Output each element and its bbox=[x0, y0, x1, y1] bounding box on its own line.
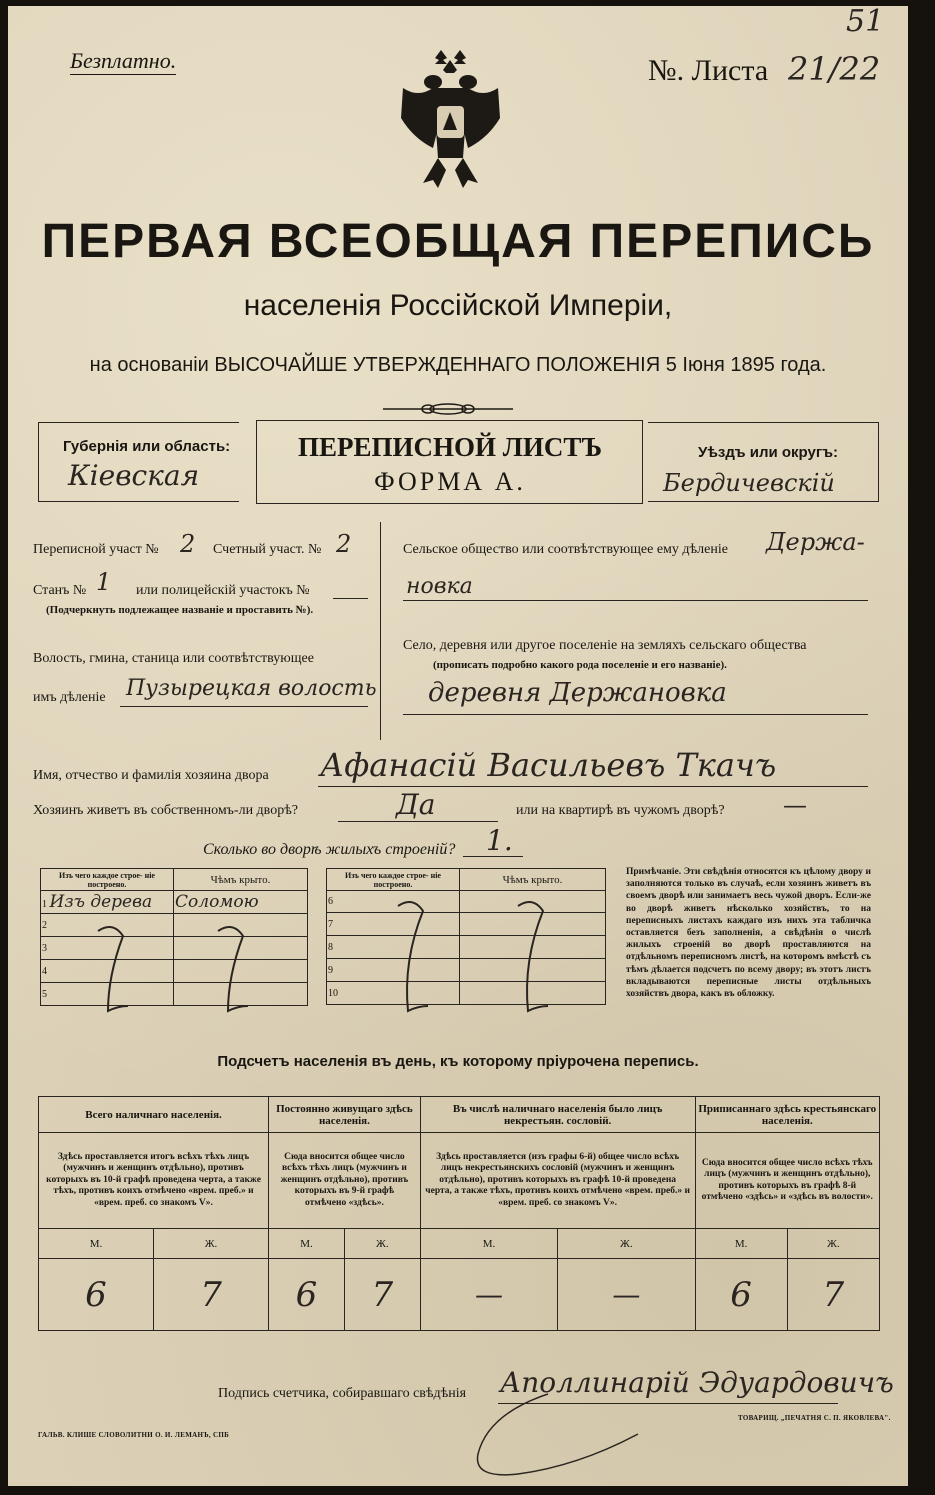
ornament-divider bbox=[383, 401, 513, 417]
table-row: 3 bbox=[41, 937, 174, 960]
sheet-number-label: №. Листа bbox=[648, 54, 769, 87]
count-title: Подсчетъ населенія въ день, къ которому пріурочена перепись. bbox=[217, 1053, 699, 1070]
col-built-header: Изъ чего каждое строе- ніе построено. bbox=[41, 869, 174, 891]
sex-m-header: М. bbox=[269, 1229, 345, 1259]
sex-f-header: Ж. bbox=[344, 1229, 420, 1259]
village-note: (прописать подробно какого рода поселеніе и его названіе). bbox=[433, 659, 727, 671]
signature-label: Подпись счетчика, собиравшаго свѣдѣнія bbox=[218, 1386, 467, 1401]
society-line bbox=[403, 600, 868, 601]
table-row: 10 bbox=[327, 982, 460, 1005]
uchastok-value: 2 bbox=[180, 530, 196, 558]
sheet-number-value: 21/22 bbox=[788, 50, 881, 88]
sex-f-header: Ж. bbox=[558, 1229, 695, 1259]
section-divider bbox=[380, 522, 381, 740]
count-cell: 6 bbox=[695, 1259, 787, 1331]
page-title: ПЕРВАЯ ВСЕОБЩАЯ ПЕРЕПИСЬ bbox=[41, 215, 875, 268]
gubernia-value: Кіевская bbox=[68, 459, 200, 492]
society-label: Сельское общество или соотвѣтствующее ему дѣленіе bbox=[403, 542, 728, 557]
table-row: 2 bbox=[41, 914, 174, 937]
apartment-label: или на квартирѣ въ чужомъ дворѣ? bbox=[516, 803, 725, 818]
table-row: 9 bbox=[327, 959, 460, 982]
imperial-eagle-icon bbox=[393, 48, 508, 198]
signature-value: Аполлинарій Эдуардовичъ bbox=[500, 1366, 894, 1399]
census-sheet bbox=[8, 6, 908, 1486]
printer-right: ТОВАРИЩ. „ПЕЧАТНЯ С. П. ЯКОВЛЕВА". bbox=[738, 1414, 891, 1422]
village-label: Село, деревня или другое поселеніе на земляхъ сельскаго общества bbox=[403, 638, 807, 653]
instruction-total: Здѣсь проставляется итогъ всѣхъ тѣхъ лицъ (мужчинъ и женщинъ отдѣльно), противъ которыхъ въ 10-й графѣ проведена черта, а также тѣхъ, противъ коихъ отмѣчено «врем. преб.» и «врем. преб. со знакомъ V». bbox=[39, 1133, 269, 1229]
sex-f-header: Ж. bbox=[787, 1229, 879, 1259]
table-row: 4 bbox=[41, 960, 174, 983]
table-row: 1 Изъ дерева bbox=[41, 891, 174, 914]
table-row: 6 bbox=[327, 891, 460, 913]
signature-flourish bbox=[458, 1386, 658, 1486]
count-cell: 6 bbox=[39, 1259, 154, 1331]
table-row: 7 bbox=[327, 913, 460, 936]
sex-m-header: М. bbox=[695, 1229, 787, 1259]
count-cell: 7 bbox=[154, 1259, 269, 1331]
note-text: Примѣчаніе. Эти свѣдѣнія относятся къ цѣлому двору и заполняются только въ случаѣ, если хозяинъ живетъ въ своемъ дворѣ или занимаетъ весь чужой дворъ. Если-же во дворѣ живетъ нѣсколько хозяйствъ, то на переписныхъ листахъ каждаго изъ нихъ эта табличка оставляется безъ заполненія, а свѣдѣнія о числѣ жилыхъ строеній во дворѣ проставляются на отдѣльномъ переписномъ листѣ, на которомъ вмѣстѣ съ тѣмъ дѣлается подсчетъ по всему двору; въ этотъ листъ вкладываются переписные листы отдѣльныхъ хозяйствъ двора, какъ въ обложку. bbox=[626, 867, 871, 1000]
police-line bbox=[333, 598, 368, 599]
buildings-value: 1. bbox=[486, 824, 513, 857]
village-value: деревня Держановка bbox=[428, 678, 727, 708]
table-row: 8 bbox=[327, 936, 460, 959]
col-roof-header-2: Чѣмъ крыто. bbox=[460, 869, 606, 891]
uezd-value: Бердичевскій bbox=[663, 469, 835, 497]
archive-page-number: 51 bbox=[846, 4, 885, 39]
volost-label: Волость, гмина, станица или соотвѣтствующее bbox=[33, 651, 314, 666]
volost-line bbox=[120, 706, 368, 707]
buildings-label: Сколько во дворѣ жилыхъ строеній? bbox=[203, 841, 456, 858]
schet-value: 2 bbox=[336, 530, 352, 558]
stan-label: Станъ № bbox=[33, 583, 87, 598]
basis-line: на основаніи ВЫСОЧАЙШЕ УТВЕРЖДЕННАГО ПОЛОЖЕНІЯ 5 Іюня 1895 года. bbox=[89, 354, 827, 376]
empty-cell-marks-2 bbox=[368, 886, 598, 1026]
police-label: или полицейскій участокъ № bbox=[136, 583, 310, 598]
header-peasant: Приписаннаго здѣсь крестьянскаго населенія. bbox=[695, 1097, 879, 1133]
printer-left: ГАЛЬВ. КЛИШЕ СЛОВОЛИТНИ О. И. ЛЕМАНЪ, СПБ bbox=[38, 1431, 230, 1439]
form-subtitle: ФОРМА А. bbox=[374, 467, 526, 496]
table-row: 5 bbox=[41, 983, 174, 1006]
count-cell: — bbox=[558, 1259, 695, 1331]
count-cell: 6 bbox=[269, 1259, 345, 1331]
header-non-peasant: Въ числѣ наличнаго населенія было лицъ некрестьян. сословій. bbox=[420, 1097, 695, 1133]
underline-note: (Подчеркнуть подлежащее названіе и проставить №). bbox=[46, 604, 314, 616]
instruction-non-peasant: Здѣсь проставляется (изъ графы 6-й) общее число всѣхъ лицъ некрестьянскихъ сословій (мужчинъ и женщинъ отдѣльно), противъ которыхъ въ графѣ 10-й проведена черта, а также тѣхъ, противъ коихъ отмѣчено «врем. преб.» и «врем. преб. со знакомъ V». bbox=[420, 1133, 695, 1229]
owner-line bbox=[318, 786, 868, 787]
gubernia-label: Губернія или область: bbox=[63, 438, 231, 455]
instruction-permanent: Сюда вносится общее число всѣхъ тѣхъ лицъ (мужчинъ и женщинъ отдѣльно), противъ которыхъ въ 9-й графѣ отмѣчено «здѣсь». bbox=[269, 1133, 421, 1229]
society-value: Держа- bbox=[766, 528, 865, 556]
uchastok-label: Переписной участ № bbox=[33, 542, 159, 557]
stan-value: 1 bbox=[96, 568, 112, 596]
schet-label: Счетный участ. № bbox=[213, 542, 322, 557]
lives-value: Да bbox=[396, 788, 436, 821]
sex-m-header: М. bbox=[420, 1229, 557, 1259]
count-cell: 7 bbox=[344, 1259, 420, 1331]
count-cell: — bbox=[420, 1259, 557, 1331]
buildings-line bbox=[463, 856, 523, 857]
empty-cell-marks bbox=[78, 911, 298, 1021]
lives-label: Хозяинъ живетъ въ собственномъ-ли дворѣ? bbox=[33, 803, 299, 818]
population-count-table bbox=[38, 1096, 880, 1331]
volost-value: Пузырецкая волость bbox=[126, 676, 377, 701]
roof-cell: Соломою bbox=[174, 891, 308, 914]
free-label: Безплатно. bbox=[70, 48, 177, 73]
instruction-peasant: Сюда вносится общее число всѣхъ тѣхъ лицъ (мужчинъ и женщинъ отдѣльно), противъ которыхъ въ графѣ 8-й отмѣчено «здѣсь» и «здѣсь въ волости». bbox=[695, 1133, 879, 1229]
lives-line bbox=[338, 821, 498, 822]
society-value-2: новка bbox=[406, 574, 473, 599]
page-subtitle: населенія Россійской Имперіи, bbox=[243, 289, 673, 322]
uezd-label: Уѣздъ или округъ: bbox=[698, 444, 839, 461]
volost-label-2: имъ дѣленіе bbox=[33, 690, 106, 705]
owner-value: Афанасій Васильевъ Ткачъ bbox=[320, 746, 777, 784]
owner-label: Имя, отчество и фамилія хозяина двора bbox=[33, 768, 269, 783]
sex-m-header: М. bbox=[39, 1229, 154, 1259]
col-built-header-2: Изъ чего каждое строе- ніе построено. bbox=[327, 869, 460, 891]
village-line bbox=[403, 714, 868, 715]
sex-f-header: Ж. bbox=[154, 1229, 269, 1259]
apartment-value: — bbox=[783, 791, 807, 819]
count-cell: 7 bbox=[787, 1259, 879, 1331]
col-roof-header: Чѣмъ крыто. bbox=[174, 869, 308, 891]
header-total: Всего наличнаго населенія. bbox=[39, 1097, 269, 1133]
header-permanent: Постоянно живущаго здѣсь населенія. bbox=[269, 1097, 421, 1133]
form-title: ПЕРЕПИСНОЙ ЛИСТЪ bbox=[297, 432, 603, 462]
